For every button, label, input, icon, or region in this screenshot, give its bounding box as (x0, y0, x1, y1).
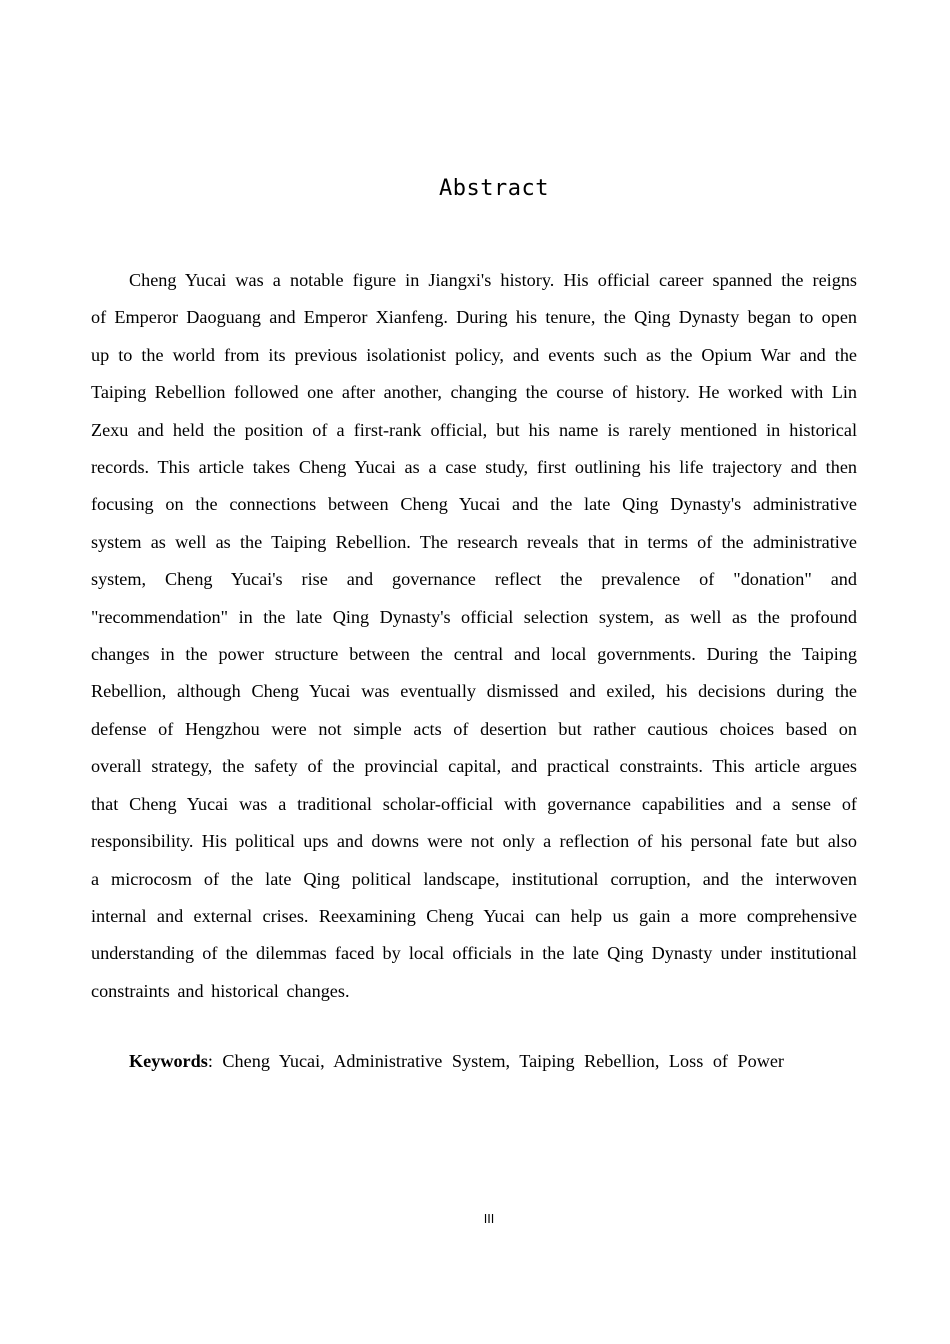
page-number: III (483, 1212, 495, 1226)
abstract-body: Cheng Yucai was a notable figure in Jiangxi's history. His official career spanned the reigns of Emperor Daoguang and Emperor Xianfeng. During his tenure, the Qing Dynasty began to open up to the world from its previous isolationist policy, and events such as the Opium War and the Taiping Rebellion followed one after another, changing the course of history. He worked with Lin Zexu and held the position of a first-rank official, but his name is rarely mentioned in historical records. This article takes Cheng Yucai as a case study, first outlining his life trajectory and then focusing on the connections between Cheng Yucai and the late Qing Dynasty's administrative system as well as the Taiping Rebellion. The research reveals that in terms of the administrative system, Cheng Yucai's rise and governance reflect the prevalence of "donation" and "recommendation" in the late Qing Dynasty's official selection system, as well as the profound changes in the power structure between the central and local governments. During the Taiping Rebellion, although Cheng Yucai was eventually dismissed and exiled, his decisions during the defense of Hengzhou were not simple acts of desertion but rather cautious choices based on overall strategy, the safety of the provincial capital, and practical constraints. This article argues that Cheng Yucai was a traditional scholar-official with governance capabilities and a sense of responsibility. His political ups and downs were not only a reflection of his personal fate but also a microcosm of the late Qing political landscape, institutional corruption, and the interwoven internal and external crises. Reexamining Cheng Yucai can help us gain a more comprehensive understanding of the dilemmas faced by local officials in the late Qing Dynasty under institutional constraints and historical changes. (91, 270, 857, 1001)
keywords-line (91, 1045, 857, 1077)
abstract-title: Abstract (439, 176, 549, 201)
keywords-separator: : (207, 1051, 213, 1071)
keywords-list: Cheng Yucai, Administrative System, Taiping Rebellion, Loss of Power (212, 1051, 784, 1071)
keywords-label: Keywords (129, 1051, 208, 1071)
